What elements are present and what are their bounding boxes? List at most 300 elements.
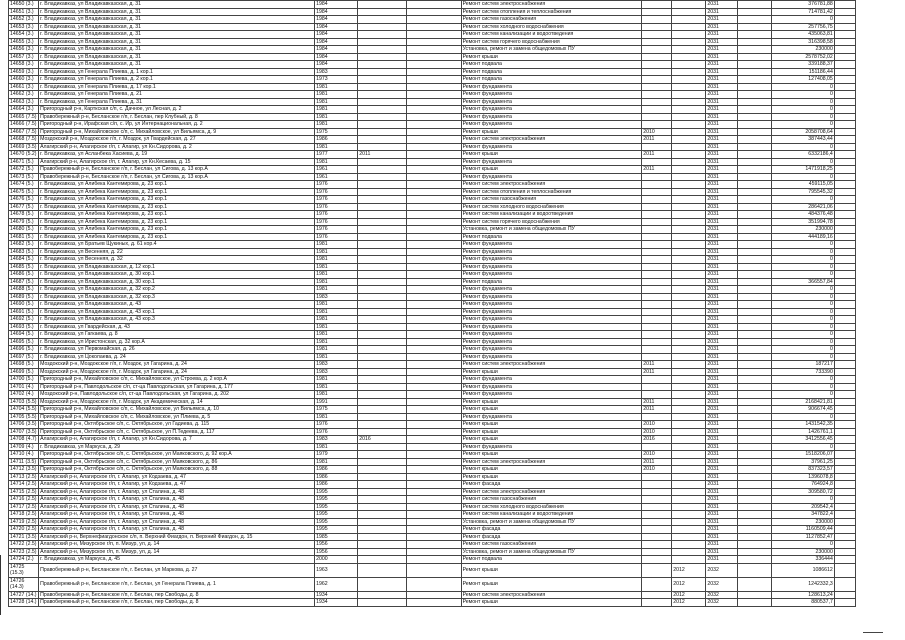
cell-id: 14674 (5.) bbox=[9, 181, 39, 189]
cell-y3: 2031 bbox=[706, 68, 737, 76]
cell-address: Пригородный р-н, Михайловское с/п, с. Михайловское, ул Вильямса, д. 9 bbox=[39, 128, 315, 136]
cell-col3 bbox=[358, 368, 407, 376]
cell-col3 bbox=[358, 338, 407, 346]
table-row bbox=[9, 391, 856, 399]
cell-y2 bbox=[672, 1, 706, 9]
cell-id: 14661 (3.) bbox=[9, 83, 39, 91]
table-row bbox=[9, 53, 856, 61]
cell-col3 bbox=[358, 316, 407, 324]
cell-cost: 0 bbox=[771, 443, 834, 451]
cell-blank bbox=[834, 481, 855, 489]
cell-y2 bbox=[672, 398, 706, 406]
cell-col4 bbox=[407, 46, 461, 54]
cell-y2 bbox=[672, 293, 706, 301]
cell-blank bbox=[834, 151, 855, 159]
cell-address: г. Владикавказ, ул Владикавказская, д. 31 bbox=[39, 1, 315, 9]
cell-cost: 387443,44 bbox=[771, 136, 834, 144]
cell-blank bbox=[834, 241, 855, 249]
cell-y2 bbox=[672, 473, 706, 481]
cell-col3 bbox=[358, 428, 407, 436]
cell-y1 bbox=[642, 106, 672, 114]
cell-work: Ремонт систем электроснабжения bbox=[461, 591, 642, 599]
cell-y3: 2031 bbox=[706, 1, 737, 9]
cell-address: г. Владикавказ, ул Алибека Кантемирова, д. 23 кор.1 bbox=[39, 196, 315, 204]
cell-work: Ремонт подвала bbox=[461, 556, 642, 564]
cell-id: 14654 (3.) bbox=[9, 31, 39, 39]
cell-col3 bbox=[358, 203, 407, 211]
cell-cost: 0 bbox=[771, 91, 834, 99]
cell-y2 bbox=[672, 248, 706, 256]
cell-y3: 2031 bbox=[706, 233, 737, 241]
cell-address: г. Владикавказ, ул Владикавказская, д. 31 bbox=[39, 38, 315, 46]
cell-col4 bbox=[407, 166, 461, 174]
cell-y4 bbox=[737, 158, 771, 166]
cell-year: 1981 bbox=[315, 316, 358, 324]
cell-address: г. Владикавказ, ул Алибека Кантемирова, д. 23 кор.1 bbox=[39, 218, 315, 226]
table-row bbox=[9, 496, 856, 504]
cell-col3 bbox=[358, 293, 407, 301]
cell-y2 bbox=[672, 8, 706, 16]
cell-col3 bbox=[358, 226, 407, 234]
cell-col4 bbox=[407, 563, 461, 577]
cell-y1 bbox=[642, 308, 672, 316]
cell-y3: 2031 bbox=[706, 158, 737, 166]
cell-id: 14706 (3.5) bbox=[9, 421, 39, 429]
cell-work: Ремонт крыши bbox=[461, 166, 642, 174]
cell-y1 bbox=[642, 599, 672, 607]
cell-cost: 257756,75 bbox=[771, 23, 834, 31]
cell-year: 1981 bbox=[315, 83, 358, 91]
cell-col3 bbox=[358, 518, 407, 526]
cell-y1 bbox=[642, 548, 672, 556]
cell-year: 1995 bbox=[315, 503, 358, 511]
cell-blank bbox=[834, 113, 855, 121]
cell-address: г. Владикавказ, ул Маркуса, д. 29 bbox=[39, 443, 315, 451]
table-row bbox=[9, 353, 856, 361]
cell-y1: 2011 bbox=[642, 368, 672, 376]
cell-y4 bbox=[737, 361, 771, 369]
cell-y1 bbox=[642, 68, 672, 76]
cell-cost: 37961,25 bbox=[771, 458, 834, 466]
cell-blank bbox=[834, 68, 855, 76]
cell-address: г. Владикавказ, ул Весенняя, д. 32 bbox=[39, 256, 315, 264]
register-table bbox=[8, 0, 856, 607]
cell-y4 bbox=[737, 113, 771, 121]
cell-y3: 2031 bbox=[706, 556, 737, 564]
cell-y2 bbox=[672, 308, 706, 316]
cell-y4 bbox=[737, 181, 771, 189]
cell-id: 14677 (5.) bbox=[9, 203, 39, 211]
cell-id: 14684 (5.) bbox=[9, 256, 39, 264]
cell-year: 1961 bbox=[315, 173, 358, 181]
cell-y3: 2031 bbox=[706, 181, 737, 189]
cell-blank bbox=[834, 496, 855, 504]
cell-address: г. Владикавказ, ул Алибека Кантемирова, д. 23 кор.1 bbox=[39, 203, 315, 211]
cell-work: Ремонт подвала bbox=[461, 76, 642, 84]
cell-work: Ремонт подвала bbox=[461, 278, 642, 286]
cell-col4 bbox=[407, 113, 461, 121]
cell-y2 bbox=[672, 46, 706, 54]
cell-cost: 1086612 bbox=[771, 563, 834, 577]
cell-y1 bbox=[642, 346, 672, 354]
table-row bbox=[9, 511, 856, 519]
cell-y3: 2031 bbox=[706, 301, 737, 309]
cell-y2 bbox=[672, 256, 706, 264]
cell-col3 bbox=[358, 233, 407, 241]
cell-col3 bbox=[358, 599, 407, 607]
cell-address: Алагирский р-н, Алагирское г/п, г. Алагир, ул Кн.Сидорова, д. 7 bbox=[39, 436, 315, 444]
cell-work: Ремонт систем электроснабжения bbox=[461, 1, 642, 9]
cell-work: Ремонт систем электроснабжения bbox=[461, 136, 642, 144]
table-row bbox=[9, 406, 856, 414]
cell-cost: 1471918,25 bbox=[771, 166, 834, 174]
cell-y1 bbox=[642, 443, 672, 451]
cell-y2 bbox=[672, 466, 706, 474]
cell-cost: 0 bbox=[771, 263, 834, 271]
cell-col3 bbox=[358, 136, 407, 144]
cell-col4 bbox=[407, 436, 461, 444]
cell-y1 bbox=[642, 353, 672, 361]
cell-id: 14721 (3.5) bbox=[9, 533, 39, 541]
cell-y2 bbox=[672, 233, 706, 241]
cell-y1 bbox=[642, 563, 672, 577]
cell-address: Алагирский р-н, Алагирское г/п, г. Алагир, ул Кодзаева, д. 47 bbox=[39, 473, 315, 481]
cell-y3: 2031 bbox=[706, 316, 737, 324]
cell-id: 14655 (3.) bbox=[9, 38, 39, 46]
cell-id: 14715 (2.5) bbox=[9, 488, 39, 496]
cell-y1 bbox=[642, 331, 672, 339]
cell-y2 bbox=[672, 188, 706, 196]
cell-blank bbox=[834, 533, 855, 541]
cell-col3 bbox=[358, 473, 407, 481]
cell-year: 1981 bbox=[315, 308, 358, 316]
cell-y2 bbox=[672, 151, 706, 159]
cell-cost: 0 bbox=[771, 338, 834, 346]
cell-y2 bbox=[672, 181, 706, 189]
cell-year: 1984 bbox=[315, 16, 358, 24]
cell-id: 14686 (5.) bbox=[9, 271, 39, 279]
cell-year: 1984 bbox=[315, 46, 358, 54]
table-row bbox=[9, 526, 856, 534]
cell-y3: 2031 bbox=[706, 143, 737, 151]
cell-year: 1984 bbox=[315, 8, 358, 16]
cell-col3 bbox=[358, 218, 407, 226]
cell-y1 bbox=[642, 61, 672, 69]
cell-y2: 2012 bbox=[672, 599, 706, 607]
cell-y2 bbox=[672, 218, 706, 226]
cell-address: г. Владикавказ, ул Владикавказская, д. 31 bbox=[39, 53, 315, 61]
cell-address: Правобережный р-н, Бесланское г/п, г. Беслан, пер Клубный, д. 8 bbox=[39, 113, 315, 121]
cell-cost: 1426761,1 bbox=[771, 428, 834, 436]
cell-col3 bbox=[358, 271, 407, 279]
cell-col4 bbox=[407, 233, 461, 241]
cell-y2 bbox=[672, 53, 706, 61]
cell-id: 14669 (3.5) bbox=[9, 143, 39, 151]
cell-y1 bbox=[642, 8, 672, 16]
cell-y4 bbox=[737, 496, 771, 504]
cell-col4 bbox=[407, 481, 461, 489]
cell-col4 bbox=[407, 211, 461, 219]
cell-y1 bbox=[642, 488, 672, 496]
cell-blank bbox=[834, 181, 855, 189]
cell-y2 bbox=[672, 263, 706, 271]
cell-id: 14711 (3.5) bbox=[9, 458, 39, 466]
cell-col4 bbox=[407, 1, 461, 9]
cell-col3 bbox=[358, 1, 407, 9]
cell-cost: 0 bbox=[771, 376, 834, 384]
cell-col3 bbox=[358, 443, 407, 451]
cell-year: 1976 bbox=[315, 233, 358, 241]
cell-blank bbox=[834, 278, 855, 286]
cell-y1 bbox=[642, 158, 672, 166]
cell-col3 bbox=[358, 323, 407, 331]
cell-y2 bbox=[672, 301, 706, 309]
cell-year: 1976 bbox=[315, 421, 358, 429]
cell-col3 bbox=[358, 46, 407, 54]
cell-y3: 2031 bbox=[706, 188, 737, 196]
cell-y1 bbox=[642, 286, 672, 294]
cell-y4 bbox=[737, 196, 771, 204]
cell-id: 14662 (3.) bbox=[9, 91, 39, 99]
table-row bbox=[9, 151, 856, 159]
cell-cost: 764924,8 bbox=[771, 481, 834, 489]
cell-address: г. Владикавказ, ул Гагкаева, д. 8 bbox=[39, 331, 315, 339]
cell-year: 1981 bbox=[315, 383, 358, 391]
cell-work: Установка, ремонт и замена общедомовых ПУ bbox=[461, 518, 642, 526]
cell-cost: 127408,05 bbox=[771, 76, 834, 84]
cell-col3 bbox=[358, 421, 407, 429]
table-row bbox=[9, 248, 856, 256]
cell-col4 bbox=[407, 383, 461, 391]
cell-work: Ремонт фундамента bbox=[461, 353, 642, 361]
cell-y2 bbox=[672, 451, 706, 459]
cell-y2 bbox=[672, 241, 706, 249]
table-row bbox=[9, 76, 856, 84]
cell-year: 1976 bbox=[315, 196, 358, 204]
cell-col4 bbox=[407, 591, 461, 599]
cell-cost: 1127852,47 bbox=[771, 533, 834, 541]
cell-col3 bbox=[358, 533, 407, 541]
cell-y3: 2031 bbox=[706, 368, 737, 376]
cell-blank bbox=[834, 548, 855, 556]
cell-address: г. Владикавказ, ул Владикавказская, д. 31 bbox=[39, 46, 315, 54]
cell-year: 1963 bbox=[315, 563, 358, 577]
cell-col4 bbox=[407, 338, 461, 346]
table-row bbox=[9, 481, 856, 489]
table-row bbox=[9, 158, 856, 166]
cell-year: 1981 bbox=[315, 346, 358, 354]
cell-blank bbox=[834, 436, 855, 444]
cell-y3: 2031 bbox=[706, 503, 737, 511]
cell-blank bbox=[834, 196, 855, 204]
cell-y1 bbox=[642, 83, 672, 91]
cell-address: г. Владикавказ, ул Цоколаева, д. 24 bbox=[39, 353, 315, 361]
cell-col3 bbox=[358, 526, 407, 534]
cell-blank bbox=[834, 226, 855, 234]
cell-y2 bbox=[672, 518, 706, 526]
cell-y3: 2031 bbox=[706, 391, 737, 399]
cell-y1 bbox=[642, 323, 672, 331]
cell-y3: 2031 bbox=[706, 271, 737, 279]
cell-y1 bbox=[642, 113, 672, 121]
cell-cost: 376781,88 bbox=[771, 1, 834, 9]
cell-col3 bbox=[358, 361, 407, 369]
cell-id: 14670 (5.2) bbox=[9, 151, 39, 159]
cell-id: 14704 (5.5) bbox=[9, 406, 39, 414]
cell-y1 bbox=[642, 518, 672, 526]
cell-y3: 2031 bbox=[706, 428, 737, 436]
table-row bbox=[9, 233, 856, 241]
cell-id: 14719 (2.5) bbox=[9, 518, 39, 526]
cell-y3: 2031 bbox=[706, 331, 737, 339]
cell-address: Алагирский р-н, Алагирское г/п, г. Алагир, ул Сталина, д. 48 bbox=[39, 511, 315, 519]
cell-id: 14693 (5.) bbox=[9, 323, 39, 331]
cell-id: 14666 (7.5) bbox=[9, 121, 39, 129]
cell-y4 bbox=[737, 98, 771, 106]
cell-work: Ремонт фундамента bbox=[461, 248, 642, 256]
cell-col3 bbox=[358, 496, 407, 504]
cell-y4 bbox=[737, 128, 771, 136]
cell-y1 bbox=[642, 196, 672, 204]
cell-col4 bbox=[407, 406, 461, 414]
cell-work: Ремонт фундамента bbox=[461, 308, 642, 316]
cell-work: Ремонт фундамента bbox=[461, 323, 642, 331]
cell-y2 bbox=[672, 443, 706, 451]
cell-y1 bbox=[642, 181, 672, 189]
cell-address: г. Владикавказ, ул Владикавказская, д. 31 bbox=[39, 31, 315, 39]
cell-year: 1981 bbox=[315, 271, 358, 279]
cell-blank bbox=[834, 1, 855, 9]
cell-y3: 2031 bbox=[706, 196, 737, 204]
cell-y4 bbox=[737, 203, 771, 211]
cell-col4 bbox=[407, 466, 461, 474]
cell-year: 1976 bbox=[315, 226, 358, 234]
cell-work: Ремонт крыши bbox=[461, 398, 642, 406]
cell-year: 1981 bbox=[315, 106, 358, 114]
cell-id: 14691 (5.) bbox=[9, 308, 39, 316]
cell-col4 bbox=[407, 451, 461, 459]
cell-year: 1983 bbox=[315, 68, 358, 76]
table-row bbox=[9, 136, 856, 144]
cell-year: 1986 bbox=[315, 473, 358, 481]
cell-y1 bbox=[642, 46, 672, 54]
cell-address: Алагирский р-н, Мизурское г/п, п. Мизур, ул, д. 14 bbox=[39, 541, 315, 549]
cell-col4 bbox=[407, 496, 461, 504]
cell-y2 bbox=[672, 511, 706, 519]
cell-blank bbox=[834, 368, 855, 376]
cell-address: Правобережный р-н, Бесланское г/п, г. Беслан, ул Маркова, д. 27 bbox=[39, 563, 315, 577]
cell-work: Ремонт крыши bbox=[461, 451, 642, 459]
cell-y3: 2031 bbox=[706, 526, 737, 534]
cell-y3: 2031 bbox=[706, 16, 737, 24]
cell-cost: 0 bbox=[771, 286, 834, 294]
cell-y4 bbox=[737, 577, 771, 591]
cell-col4 bbox=[407, 413, 461, 421]
cell-y4 bbox=[737, 241, 771, 249]
cell-y2 bbox=[672, 458, 706, 466]
cell-y1: 2016 bbox=[642, 436, 672, 444]
cell-id: 14683 (5.) bbox=[9, 248, 39, 256]
cell-y1 bbox=[642, 143, 672, 151]
cell-cost: 0 bbox=[771, 196, 834, 204]
cell-y2: 2012 bbox=[672, 577, 706, 591]
cell-col4 bbox=[407, 541, 461, 549]
table-row bbox=[9, 203, 856, 211]
cell-col3 bbox=[358, 541, 407, 549]
cell-y3: 2031 bbox=[706, 406, 737, 414]
cell-blank bbox=[834, 83, 855, 91]
cell-col4 bbox=[407, 203, 461, 211]
table-row bbox=[9, 548, 856, 556]
cell-col3 bbox=[358, 308, 407, 316]
cell-address: Алагирский р-н, Алагирское г/п, г. Алагир, ул Сталина, д. 48 bbox=[39, 488, 315, 496]
cell-y1 bbox=[642, 203, 672, 211]
table-row bbox=[9, 503, 856, 511]
cell-y3: 2031 bbox=[706, 151, 737, 159]
cell-year: 1976 bbox=[315, 218, 358, 226]
cell-y1 bbox=[642, 316, 672, 324]
cell-col3 bbox=[358, 91, 407, 99]
cell-col3 bbox=[358, 61, 407, 69]
cell-cost: 435063,81 bbox=[771, 31, 834, 39]
cell-y2 bbox=[672, 271, 706, 279]
cell-y2 bbox=[672, 503, 706, 511]
cell-id: 14665 (7.5) bbox=[9, 113, 39, 121]
cell-address: г. Владикавказ, ул Алибека Кантемирова, д. 23 кор.1 bbox=[39, 233, 315, 241]
cell-blank bbox=[834, 188, 855, 196]
cell-y2 bbox=[672, 533, 706, 541]
cell-y4 bbox=[737, 503, 771, 511]
cell-y1 bbox=[642, 263, 672, 271]
cell-work: Ремонт фундамента bbox=[461, 413, 642, 421]
cell-work: Ремонт подвала bbox=[461, 233, 642, 241]
cell-year: 1984 bbox=[315, 53, 358, 61]
cell-y4 bbox=[737, 511, 771, 519]
cell-y2 bbox=[672, 196, 706, 204]
cell-y4 bbox=[737, 398, 771, 406]
cell-y4 bbox=[737, 263, 771, 271]
cell-id: 14694 (5.) bbox=[9, 331, 39, 339]
table-row bbox=[9, 106, 856, 114]
cell-y2 bbox=[672, 31, 706, 39]
cell-blank bbox=[834, 286, 855, 294]
cell-id: 14722 (2.5) bbox=[9, 541, 39, 549]
cell-y4 bbox=[737, 301, 771, 309]
cell-address: г. Владикавказ, ул Владикавказская, д. 31 bbox=[39, 8, 315, 16]
cell-work: Ремонт систем холодного водоснабжения bbox=[461, 23, 642, 31]
cell-year: 1981 bbox=[315, 248, 358, 256]
cell-work: Ремонт фасада bbox=[461, 526, 642, 534]
cell-id: 14708 (4.7) bbox=[9, 436, 39, 444]
cell-cost: 339188,37 bbox=[771, 61, 834, 69]
cell-id: 14692 (5.) bbox=[9, 316, 39, 324]
cell-y3: 2031 bbox=[706, 256, 737, 264]
cell-cost: 0 bbox=[771, 83, 834, 91]
cell-year: 1975 bbox=[315, 128, 358, 136]
cell-y3: 2031 bbox=[706, 8, 737, 16]
cell-y1 bbox=[642, 121, 672, 129]
cell-y2 bbox=[672, 428, 706, 436]
cell-col4 bbox=[407, 188, 461, 196]
cell-y4 bbox=[737, 338, 771, 346]
table-row bbox=[9, 61, 856, 69]
cell-y3: 2031 bbox=[706, 211, 737, 219]
cell-y3: 2031 bbox=[706, 488, 737, 496]
cell-id: 14659 (3.) bbox=[9, 68, 39, 76]
cell-work: Ремонт подвала bbox=[461, 61, 642, 69]
cell-work: Ремонт фундамента bbox=[461, 286, 642, 294]
cell-year: 1983 bbox=[315, 361, 358, 369]
